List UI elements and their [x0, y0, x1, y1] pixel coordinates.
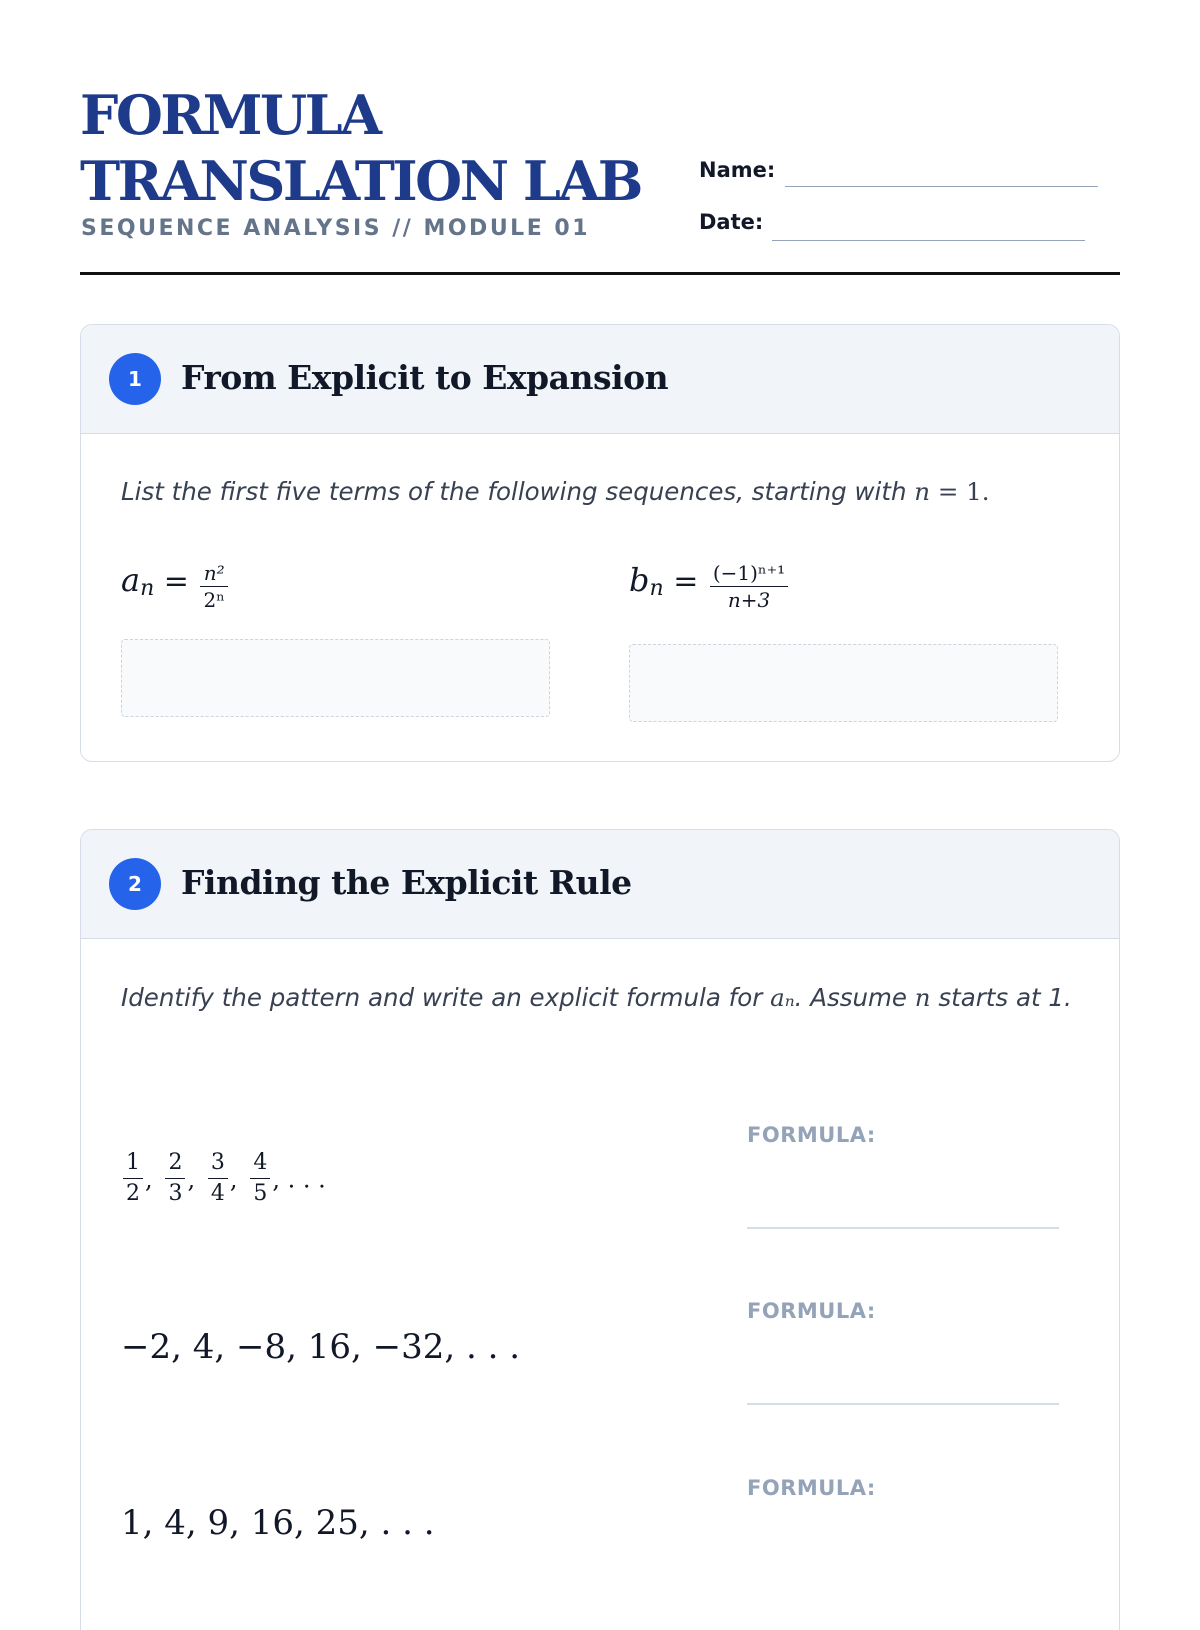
fraction-numerator: 2 — [165, 1150, 185, 1179]
formula-b-subscript: n — [649, 576, 664, 602]
section-header — [81, 830, 1119, 939]
formula-a-n — [121, 561, 230, 611]
sequence-comma: , — [229, 1165, 238, 1194]
formula-b-equals: = — [663, 564, 708, 599]
sequence-alternating: −2, 4, −8, 16, −32, . . . — [121, 1327, 521, 1367]
formula-label: FORMULA: — [747, 1123, 876, 1147]
formula-label: FORMULA: — [747, 1476, 876, 1500]
fraction-numerator: 3 — [208, 1150, 228, 1179]
formula-b-n — [629, 561, 790, 611]
header-divider — [80, 272, 1120, 275]
section-number-badge: 1 — [109, 353, 161, 405]
section-title: From Explicit to Expansion — [181, 358, 669, 397]
fraction-denominator: 3 — [168, 1181, 183, 1206]
fraction-denominator: 5 — [253, 1181, 268, 1206]
fraction-denominator: 2 — [126, 1181, 140, 1206]
title-line-2: TRANSLATION LAB — [80, 149, 641, 213]
formula-a-fraction — [200, 562, 227, 611]
instruction-text: List the first five terms of the following sequences, starting with — [121, 477, 915, 506]
date-label: Date: — [699, 210, 764, 234]
sequence-fraction — [250, 1150, 270, 1207]
formula-a-subscript: n — [140, 576, 155, 602]
answer-box-a-n[interactable] — [121, 639, 550, 717]
sequence-fraction — [123, 1150, 143, 1207]
date-field[interactable] — [772, 240, 1085, 241]
formula-b-fraction — [710, 562, 788, 611]
fraction-numerator: 4 — [250, 1150, 270, 1179]
formula-answer-line-1[interactable] — [747, 1227, 1059, 1229]
page-title — [80, 82, 641, 214]
fraction-denominator: 4 — [210, 1181, 225, 1206]
formula-a-equals: = — [154, 564, 199, 599]
fraction-numerator: 1 — [123, 1150, 143, 1179]
formula-b-denominator: n+3 — [727, 588, 771, 612]
section-number-badge: 2 — [109, 858, 161, 910]
instruction-variable-n: n — [914, 983, 931, 1012]
formula-a-lhs: a — [121, 561, 141, 599]
instruction-equals: = 1. — [930, 477, 990, 506]
instruction-text-part2: . Assume — [794, 983, 915, 1012]
formula-a-numerator: n² — [200, 562, 227, 587]
section-title: Finding the Explicit Rule — [181, 863, 632, 902]
name-field[interactable] — [785, 186, 1098, 187]
sequence-comma: , — [187, 1165, 196, 1194]
section-header — [81, 325, 1119, 434]
title-line-1: FORMULA — [80, 83, 380, 147]
answer-box-b-n[interactable] — [629, 644, 1058, 722]
section-instruction — [121, 978, 1081, 1018]
instruction-variable: n — [914, 477, 931, 506]
formula-b-numerator: (−1)ⁿ⁺¹ — [710, 562, 788, 587]
sequence-fractions — [121, 1150, 326, 1207]
section-instruction — [121, 472, 1081, 512]
instruction-variable-a-n: aₙ — [770, 983, 795, 1012]
sequence-fraction — [208, 1150, 228, 1207]
instruction-text-part3: starts at 1. — [930, 983, 1072, 1012]
sequence-fraction — [165, 1150, 185, 1207]
formula-label: FORMULA: — [747, 1299, 876, 1323]
section-explicit-to-expansion — [80, 324, 1120, 762]
sequence-tail: , . . . — [272, 1165, 326, 1194]
formula-a-denominator: 2ⁿ — [203, 588, 225, 612]
formula-b-lhs: b — [629, 561, 650, 599]
instruction-text-part1: Identify the pattern and write an explicit formula for — [121, 983, 771, 1012]
sequence-squares: 1, 4, 9, 16, 25, . . . — [121, 1503, 435, 1543]
section-finding-explicit-rule — [80, 829, 1120, 1630]
formula-answer-line-2[interactable] — [747, 1403, 1059, 1405]
page-subtitle: SEQUENCE ANALYSIS // MODULE 01 — [81, 216, 591, 241]
sequence-comma: , — [145, 1165, 153, 1194]
name-label: Name: — [699, 158, 776, 182]
